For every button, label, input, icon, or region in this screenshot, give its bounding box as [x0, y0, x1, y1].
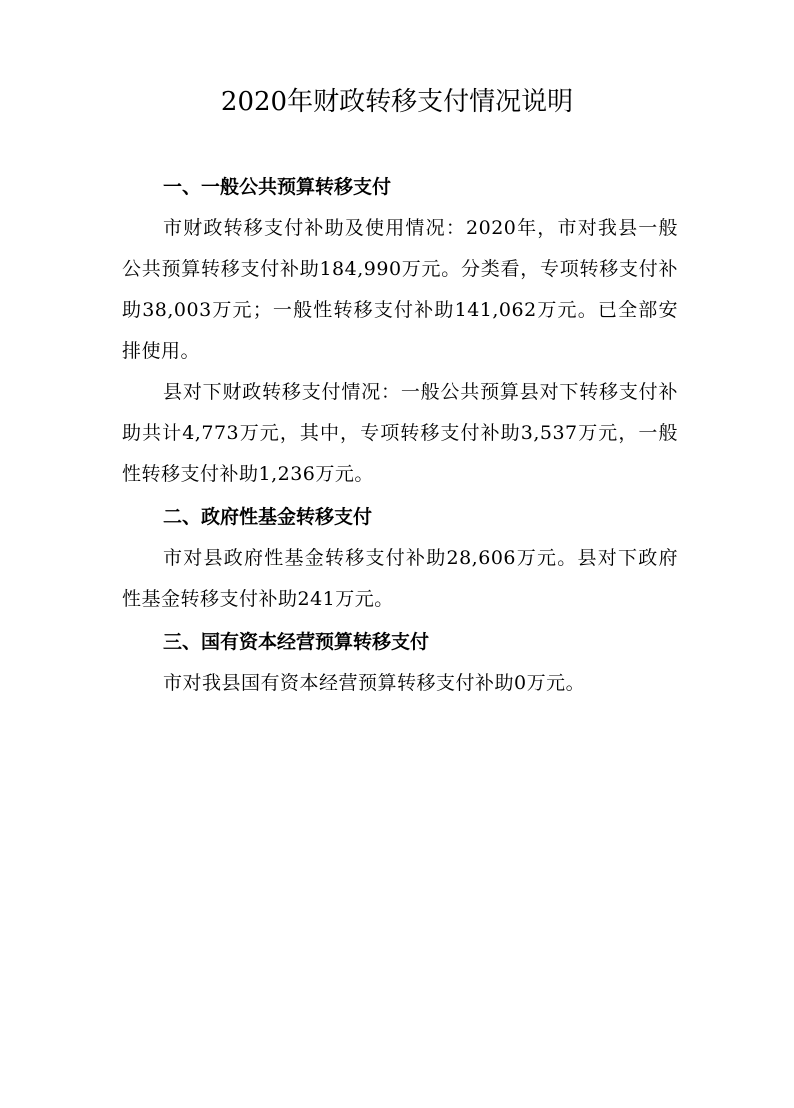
paragraph-government-fund: 市对县政府性基金转移支付补助28,606万元。县对下政府性基金转移支付补助241万元。 [122, 547, 678, 610]
paragraph-county-transfer: 县对下财政转移支付情况：一般公共预算县对下转移支付补助共计4,773万元，其中，专项转移支付补助3,537万元，一般性转移支付补助1,236万元。 [122, 381, 678, 485]
section-heading-government-fund: 二、政府性基金转移支付 [163, 506, 373, 528]
document-title: 2020年财政转移支付情况说明 [220, 87, 574, 117]
document-body [122, 172, 678, 704]
paragraph-state-capital: 市对我县国有资本经营预算转移支付补助0万元。 [163, 672, 586, 694]
section-heading-state-capital: 三、国有资本经营预算转移支付 [163, 631, 430, 653]
section-heading-general-budget: 一、一般公共预算转移支付 [163, 176, 392, 198]
paragraph-city-transfer: 市财政转移支付补助及使用情况：2020年，市对我县一般公共预算转移支付补助184,990万元。分类看，专项转移支付补助38,003万元；一般性转移支付补助141,062万元。已全部安排使用。 [122, 217, 678, 362]
